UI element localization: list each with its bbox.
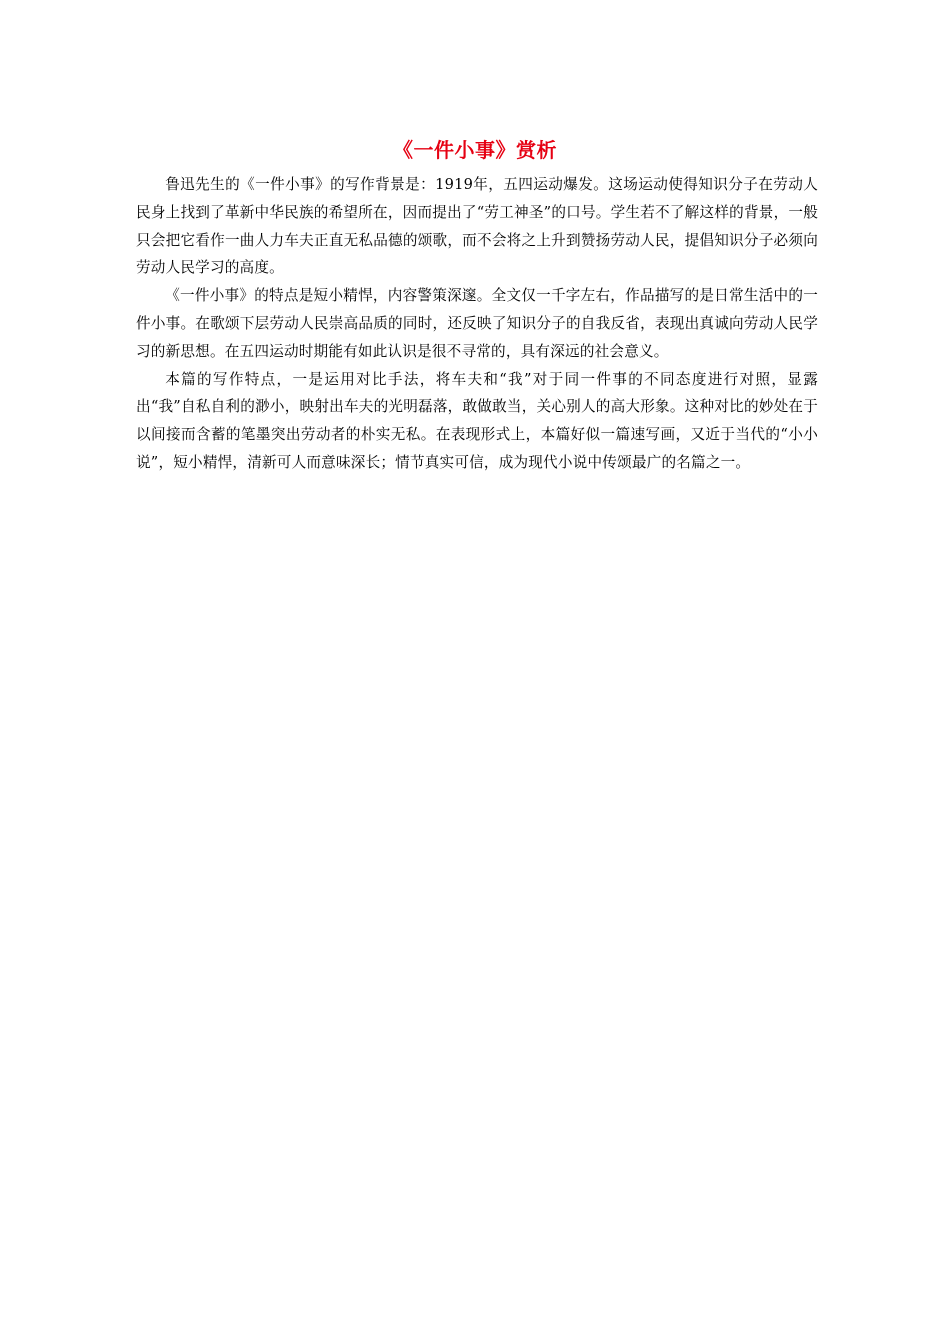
paragraph-3: 本篇的写作特点，一是运用对比手法，将车夫和“我”对于同一件事的不同态度进行对照，显露出“我”自私自利的渺小，映射出车夫的光明磊落，敢做敢当，关心别人的高大形象。这种对比的妙处在于以间接而含蓄的笔墨突出劳动者的朴实无私。在表现形式上，本篇好似一篇速写画，又近于当代的“小小说”，短小精悍，清新可人而意味深长；情节真实可信，成为现代小说中传颂最广的名篇之一。 bbox=[136, 370, 818, 471]
document-title: 《一件小事》赏析 bbox=[393, 138, 557, 163]
document-body bbox=[136, 171, 818, 477]
paragraph-1: 鲁迅先生的《一件小事》的写作背景是：1919年，五四运动爆发。这场运动使得知识分子在劳动人民身上找到了革新中华民族的希望所在，因而提出了“劳工神圣”的口号。学生若不了解这样的背景，一般只会把它看作一曲人力车夫正直无私品德的颂歌，而不会将之上升到赞扬劳动人民，提倡知识分子必须向劳动人民学习的高度。 bbox=[136, 176, 818, 277]
paragraph-2: 《一件小事》的特点是短小精悍，内容警策深邃。全文仅一千字左右，作品描写的是日常生活中的一件小事。在歌颂下层劳动人民崇高品质的同时，还反映了知识分子的自我反省，表现出真诚向劳动人民学习的新思想。在五四运动时期能有如此认识是很不寻常的，具有深远的社会意义。 bbox=[136, 287, 818, 360]
